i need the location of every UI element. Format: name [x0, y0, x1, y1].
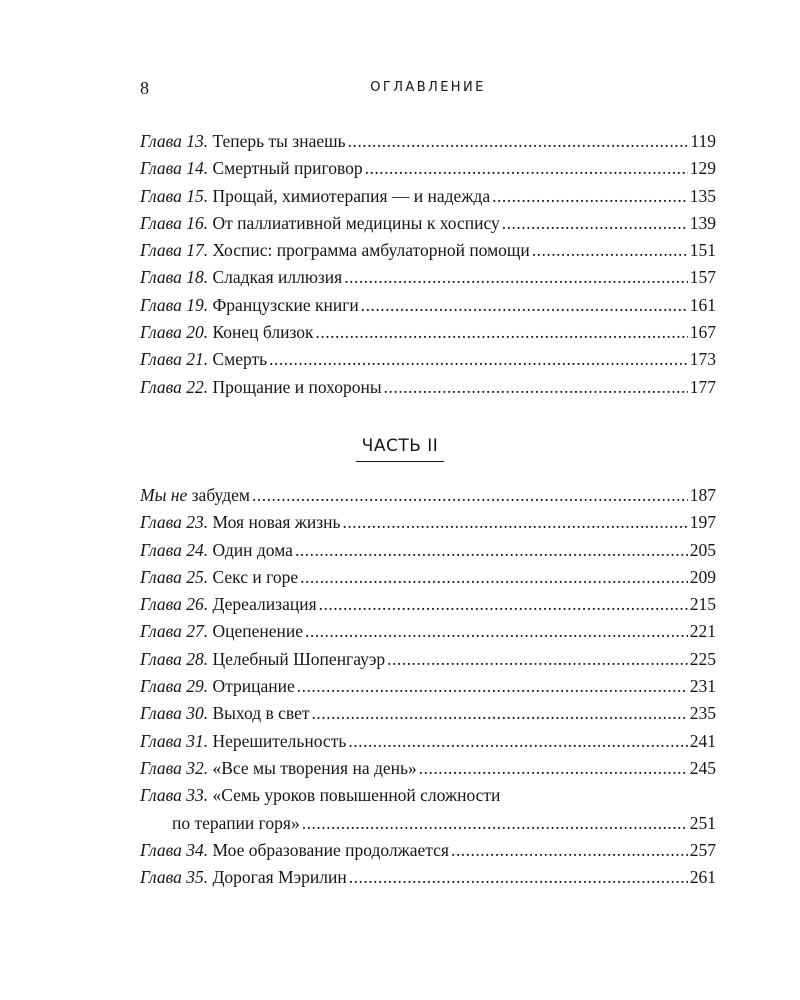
- chapter-page: 231: [689, 676, 716, 697]
- toc-entry[interactable]: [140, 591, 716, 618]
- toc-entry[interactable]: [140, 509, 716, 536]
- chapter-title: Нерешительность: [212, 730, 347, 751]
- chapter-title: Прощание и похороны: [212, 376, 382, 397]
- toc-entry[interactable]: [140, 264, 716, 291]
- toc-entry[interactable]: [140, 618, 716, 645]
- chapter-label: Глава 27.: [140, 621, 209, 642]
- chapter-page: 177: [689, 376, 716, 397]
- chapter-label: Глава 24.: [140, 539, 209, 560]
- toc-entry[interactable]: [140, 237, 716, 264]
- chapter-title: «Семь уроков повышенной сложности: [212, 785, 501, 806]
- toc-entry[interactable]: [140, 292, 716, 319]
- chapter-page: 245: [689, 757, 716, 778]
- toc-entry[interactable]: [140, 728, 716, 755]
- chapter-label: Мы не: [140, 485, 188, 505]
- chapter-label: Глава 19.: [140, 294, 209, 315]
- chapter-label: Глава 15.: [140, 185, 209, 206]
- chapter-label: Глава 25.: [140, 566, 209, 587]
- chapter-page: 235: [689, 703, 716, 724]
- chapter-page: 241: [689, 730, 716, 751]
- chapter-label: Глава 32.: [140, 757, 209, 778]
- toc-entry[interactable]: [140, 700, 716, 727]
- toc-part-1: [140, 128, 716, 401]
- chapter-page: 205: [689, 539, 716, 560]
- chapter-page: 221: [689, 621, 716, 642]
- chapter-title: забудем: [191, 485, 250, 505]
- chapter-label: Глава 28.: [140, 648, 209, 669]
- chapter-page: 215: [689, 594, 716, 615]
- chapter-title: Мое образование продолжается: [212, 839, 449, 860]
- chapter-label: Глава 30.: [140, 703, 209, 724]
- running-head: [140, 76, 716, 100]
- chapter-page: 157: [689, 267, 716, 288]
- chapter-label: Глава 13.: [140, 131, 209, 151]
- chapter-page: 251: [689, 812, 716, 833]
- chapter-title: От паллиативной медицины к хоспису: [212, 212, 500, 233]
- chapter-title: Сладкая иллюзия: [212, 267, 343, 288]
- chapter-label: Глава 22.: [140, 376, 209, 397]
- chapter-page: 187: [689, 485, 716, 505]
- chapter-label: Глава 20.: [140, 322, 209, 343]
- chapter-title: Французские книги: [212, 294, 359, 315]
- toc-entry-continuation[interactable]: [140, 810, 716, 837]
- part-title: ЧАСТЬ II: [356, 433, 445, 462]
- toc-entry[interactable]: [140, 864, 716, 891]
- toc-entry[interactable]: [140, 210, 716, 237]
- chapter-title: Оцепенение: [212, 621, 304, 642]
- toc-entry[interactable]: [140, 837, 716, 864]
- chapter-page: 151: [689, 240, 716, 261]
- chapter-title: Выход в свет: [212, 703, 310, 724]
- toc-part-2: [140, 482, 716, 891]
- toc-entry[interactable]: [140, 537, 716, 564]
- chapter-title: Секс и горе: [212, 566, 299, 587]
- part-heading: [0, 433, 800, 462]
- chapter-page: 161: [689, 294, 716, 315]
- chapter-page: 261: [689, 867, 716, 888]
- toc-entry[interactable]: [140, 128, 716, 155]
- chapter-label: Глава 34.: [140, 839, 209, 860]
- toc-entry[interactable]: [140, 673, 716, 700]
- page-number: 8: [140, 78, 149, 98]
- chapter-label: Глава 21.: [140, 349, 209, 370]
- chapter-title: Целебный Шопенгауэр: [212, 648, 386, 669]
- chapter-page: 209: [689, 566, 716, 587]
- chapter-label: Глава 14.: [140, 158, 209, 179]
- chapter-title: Моя новая жизнь: [212, 512, 341, 533]
- toc-entry[interactable]: [140, 183, 716, 210]
- chapter-page: 257: [689, 839, 716, 860]
- chapter-page: 135: [689, 185, 716, 206]
- toc-entry[interactable]: [140, 646, 716, 673]
- chapter-page: 197: [689, 512, 716, 533]
- toc-entry[interactable]: [140, 755, 716, 782]
- chapter-page: 173: [689, 349, 716, 370]
- chapter-title: Смерть: [212, 349, 268, 370]
- chapter-title: Один дома: [212, 539, 293, 560]
- chapter-label: Глава 16.: [140, 212, 209, 233]
- chapter-label: Глава 26.: [140, 594, 209, 615]
- chapter-label: Глава 35.: [140, 867, 209, 888]
- chapter-label: Глава 31.: [140, 730, 209, 751]
- toc-entry[interactable]: [140, 155, 716, 182]
- chapter-page: 119: [690, 131, 716, 151]
- toc-entry[interactable]: [140, 319, 716, 346]
- chapter-title: Конец близок: [212, 322, 314, 343]
- chapter-label: Глава 17.: [140, 240, 209, 261]
- toc-entry[interactable]: [140, 374, 716, 401]
- chapter-page: 225: [689, 648, 716, 669]
- toc-entry[interactable]: [140, 346, 716, 373]
- chapter-title: Прощай, химиотерапия — и надежда: [212, 185, 491, 206]
- chapter-title: Дереализация: [212, 594, 317, 615]
- running-title: ОГЛАВЛЕНИЕ: [370, 80, 486, 95]
- chapter-label: Глава 23.: [140, 512, 209, 533]
- chapter-title: Хоспис: программа амбулаторной помощи: [212, 240, 530, 261]
- chapter-title: Теперь ты знаешь: [212, 131, 346, 151]
- toc-entry[interactable]: [140, 482, 716, 509]
- chapter-page: 167: [689, 322, 716, 343]
- chapter-title-continuation: по терапии горя»: [172, 812, 300, 833]
- chapter-title: Смертный приговор: [212, 158, 363, 179]
- toc-entry[interactable]: [140, 564, 716, 591]
- chapter-title: Дорогая Мэрилин: [212, 867, 347, 888]
- chapter-page: 139: [689, 212, 716, 233]
- chapter-page: 129: [689, 158, 716, 179]
- chapter-title: Отрицание: [212, 676, 295, 697]
- chapter-label: Глава 18.: [140, 267, 209, 288]
- chapter-label: Глава 33.: [140, 785, 209, 806]
- chapter-title: «Все мы творения на день»: [212, 757, 417, 778]
- toc-entry[interactable]: [140, 782, 716, 809]
- chapter-label: Глава 29.: [140, 676, 209, 697]
